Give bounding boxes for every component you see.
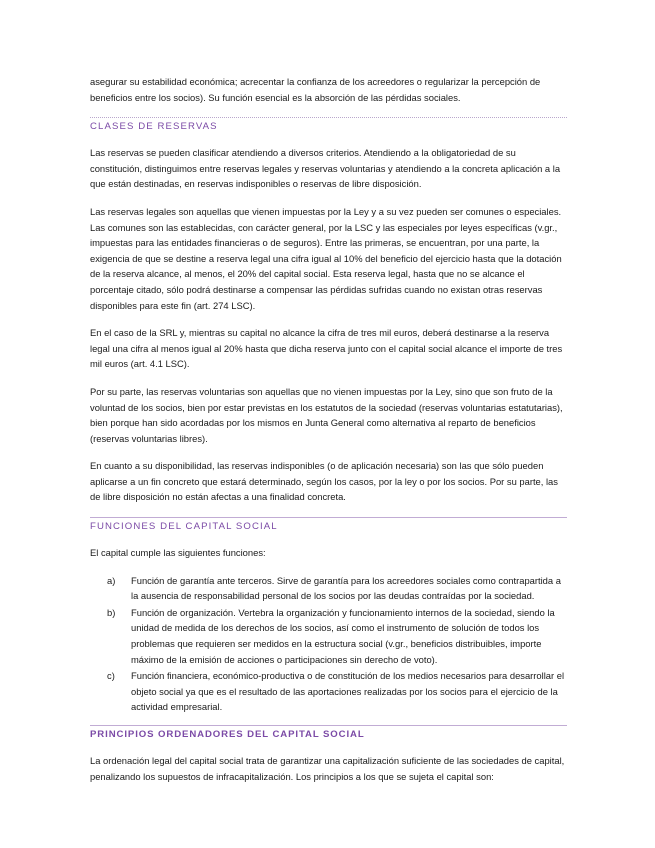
clases-paragraph-5: En cuanto a su disponibilidad, las reservas indisponibles (o de aplicación necesaria) son las que sólo pueden aplicarse a un fin concreto que estará determinado, según los casos, por la ley o por los socios. Por su parte, las de libre disposición no están afectas a una finalidad concreta. xyxy=(90,460,558,503)
principios-paragraph: La ordenación legal del capital social trata de garantizar una capitalización suficiente de las sociedades de capital, penalizando los supuestos de infracapitalización. Los principios a los que se sujeta el capital son: xyxy=(90,755,565,782)
funciones-intro: El capital cumple las siguientes funciones: xyxy=(90,547,266,559)
list-item-text: Función de organización. Vertebra la organización y funcionamiento internos de la sociedad, siendo la unidad de medida de los derechos de los socios, así como el instrumento de solución de todos los problemas que requieren ser medidos en la estructura social (v.gr., beneficios distribuibles, importe máximo de la emisión de acciones o participaciones sin derecho de voto). xyxy=(131,606,555,665)
clases-paragraph-4: Por su parte, las reservas voluntarias son aquellas que no vienen impuestas por la Ley, sino que son fruto de la voluntad de los socios, bien por estar previstas en los estatutos de la sociedad (reservas voluntarias estatutarias), bien porque han sido acordadas por los mismos en Junta General como alternativa al reparto de beneficios (reservas voluntarias libres). xyxy=(90,385,563,444)
funciones-list xyxy=(90,573,567,715)
clases-paragraph-2: Las reservas legales son aquellas que vienen impuestas por la Ley y a su vez pueden ser comunes o especiales. Las comunes son las establecidas, con carácter general, por la LSC y las especiales por leyes específicas (v.gr., impuestas para las entidades financieras o de seguros). Entre las primeras, se encuentran, por una parte, la exigencia de que se destine a reserva legal una cifra igual al 10% del beneficio del ejercicio hasta que la dotación de la reserva alcance, al menos, el 20% del capital social. Esta reserva legal, hasta que no se alcance el porcentaje citado, sólo podrá destinarse a compensar las pérdidas sufridas cuando no existan otras reservas disponibles para este fin (art. 274 LSC). xyxy=(90,205,562,311)
list-item-text: Función financiera, económico-productiva o de constitución de los medios necesarios para desarrollar el objeto social ya que es el resultado de las aportaciones realizadas por los socios para el ejercicio de la actividad empresarial. xyxy=(131,670,565,713)
list-marker: c) xyxy=(107,670,115,682)
section-heading-principios: PRINCIPIOS ORDENADORES DEL CAPITAL SOCIAL xyxy=(90,725,567,744)
list-item xyxy=(107,605,567,667)
clases-paragraph-3: En el caso de la SRL y, mientras su capital no alcance la cifra de tres mil euros, deberá destinarse a la reserva legal una cifra al menos igual al 20% hasta que dicha reserva junto con el capital social alcance el importe de tres mil euros (art. 4.1 LSC). xyxy=(90,327,563,370)
intro-paragraph: asegurar su estabilidad económica; acrecentar la confianza de los acreedores o regularizar la percepción de beneficios entre los socios). Su función esencial es la absorción de las pérdidas sociales. xyxy=(90,76,541,103)
list-item xyxy=(107,668,567,715)
section-heading-funciones: FUNCIONES DEL CAPITAL SOCIAL xyxy=(90,517,567,536)
list-item-text: Función de garantía ante terceros. Sirve de garantía para los acreedores sociales como contrapartida a la ausencia de responsabilidad personal de los socios por las deudas contraídas por la sociedad. xyxy=(131,574,561,602)
list-marker: b) xyxy=(107,606,116,618)
clases-paragraph-1: Las reservas se pueden clasificar atendiendo a diversos criterios. Atendiendo a la obligatoriedad de su constitución, distinguimos entre reservas legales y reservas voluntarias y atendiendo a la concreta aplicación a la que están destinadas, en reservas indisponibles o reservas de libre disposición. xyxy=(90,147,561,190)
section-heading-clases: CLASES DE RESERVAS xyxy=(90,117,567,136)
list-marker: a) xyxy=(107,574,116,586)
list-item xyxy=(107,573,567,604)
